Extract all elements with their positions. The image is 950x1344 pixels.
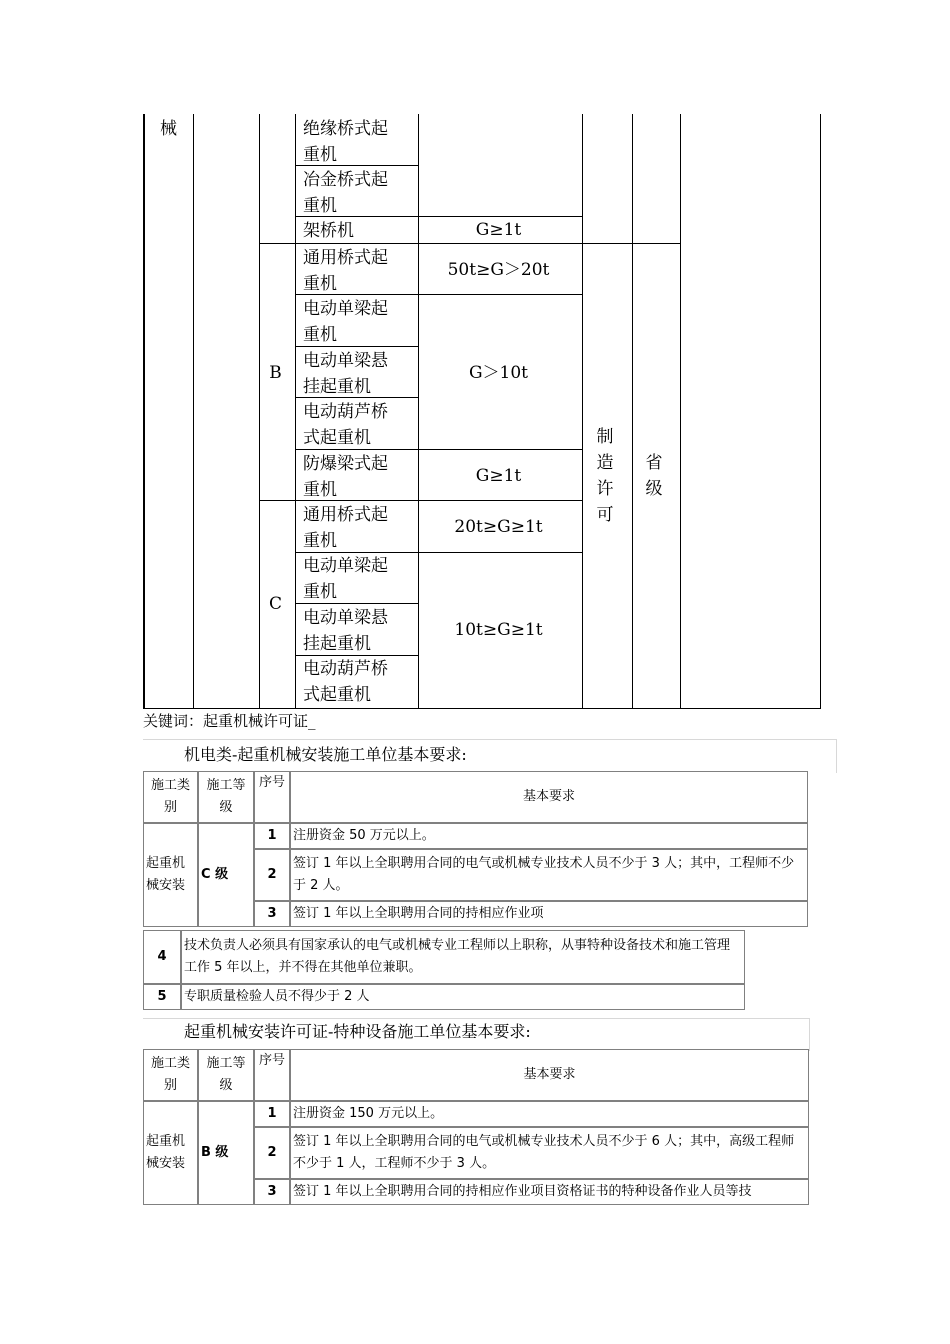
grade-c: C <box>268 594 282 614</box>
keywords-line: 关键词：起重机械许可证_ <box>143 712 316 730</box>
header-category: 施工类别 <box>143 1049 198 1101</box>
header-category: 施工类别 <box>143 771 198 823</box>
crane-name-b1: 通用桥式起 重机 <box>303 248 388 294</box>
param-c1: 20t≥G≥1t <box>454 516 543 537</box>
license-type: 制 造 许 可 <box>596 426 614 525</box>
row-number: 5 <box>143 984 181 1010</box>
category-cell: 起重机械安装 <box>143 823 198 927</box>
requirement-text: 签订 1 年以上全职聘用合同的电气或机械专业技术人员不少于 3 人；其中，工程师不少于 2 人。 <box>290 849 808 901</box>
header-number: 序号 <box>254 771 290 823</box>
section1-table <box>143 771 808 927</box>
param-b1: 50t≥G＞20t <box>447 259 550 280</box>
crane-name-b4: 电动葫芦桥 式起重机 <box>303 402 388 448</box>
requirement-text: 注册资金 50 万元以上。 <box>290 823 808 849</box>
row-number: 4 <box>143 930 181 984</box>
header-requirement: 基本要求 <box>290 771 808 823</box>
section1-title: 机电类-起重机械安装施工单位基本要求: <box>184 745 467 764</box>
category-tail: 械 <box>160 119 177 139</box>
crane-name-c4: 电动葫芦桥 式起重机 <box>303 659 388 705</box>
row-number: 3 <box>254 1179 290 1205</box>
requirement-text: 专职质量检验人员不得少于 2 人 <box>181 984 745 1010</box>
header-grade: 施工等级 <box>198 1049 254 1101</box>
authority-level: 省 级 <box>645 452 663 499</box>
row-number: 3 <box>254 901 290 927</box>
row-number: 2 <box>254 849 290 901</box>
row-number: 2 <box>254 1127 290 1179</box>
requirement-text: 技术负责人必须具有国家承认的电气或机械专业工程师以上职称，从事特种设备技术和施工管理工作 5 年以上，并不得在其他单位兼职。 <box>181 930 745 984</box>
section1-table-cont <box>143 930 745 1010</box>
crane-name-c3: 电动单梁悬 挂起重机 <box>303 608 388 654</box>
header-requirement: 基本要求 <box>290 1049 809 1101</box>
row-number: 1 <box>254 823 290 849</box>
category-cell: 起重机械安装 <box>143 1101 198 1205</box>
param-c-group: 10t≥G≥1t <box>454 620 543 640</box>
requirement-text: 签订 1 年以上全职聘用合同的持相应作业项目资格证书的特种设备作业人员等技 <box>290 1179 809 1205</box>
grade-cell: C 级 <box>198 823 254 927</box>
grade-cell: B 级 <box>198 1101 254 1205</box>
header-grade: 施工等级 <box>198 771 254 823</box>
requirement-text: 注册资金 150 万元以上。 <box>290 1101 809 1127</box>
crane-name-metallurgy: 冶金桥式起 重机 <box>303 170 388 216</box>
header-number: 序号 <box>254 1049 290 1101</box>
crane-name-c2: 电动单梁起 重机 <box>303 556 388 602</box>
param-bridge-erector: G≥1t <box>475 219 522 240</box>
crane-name-b3: 电动单梁悬 挂起重机 <box>303 351 388 397</box>
requirement-text: 签订 1 年以上全职聘用合同的持相应作业项 <box>290 901 808 927</box>
crane-name-b2: 电动单梁起 重机 <box>303 299 388 345</box>
crane-name-b5: 防爆梁式起 重机 <box>303 454 388 500</box>
crane-name-c1: 通用桥式起 重机 <box>303 505 388 551</box>
row-number: 1 <box>254 1101 290 1127</box>
crane-name-bridge-erector: 架桥机 <box>303 221 354 241</box>
param-b5: G≥1t <box>475 465 522 486</box>
crane-name-insulated: 绝缘桥式起 重机 <box>303 119 388 165</box>
requirement-text: 签订 1 年以上全职聘用合同的电气或机械专业技术人员不少于 6 人；其中，高级工程师不少于 1 人，工程师不少于 3 人。 <box>290 1127 809 1179</box>
section2-title: 起重机械安装许可证-特种设备施工单位基本要求: <box>184 1022 531 1041</box>
section2-table <box>143 1049 809 1205</box>
grade-b: B <box>269 362 282 383</box>
param-b-group: G＞10t <box>468 362 529 383</box>
